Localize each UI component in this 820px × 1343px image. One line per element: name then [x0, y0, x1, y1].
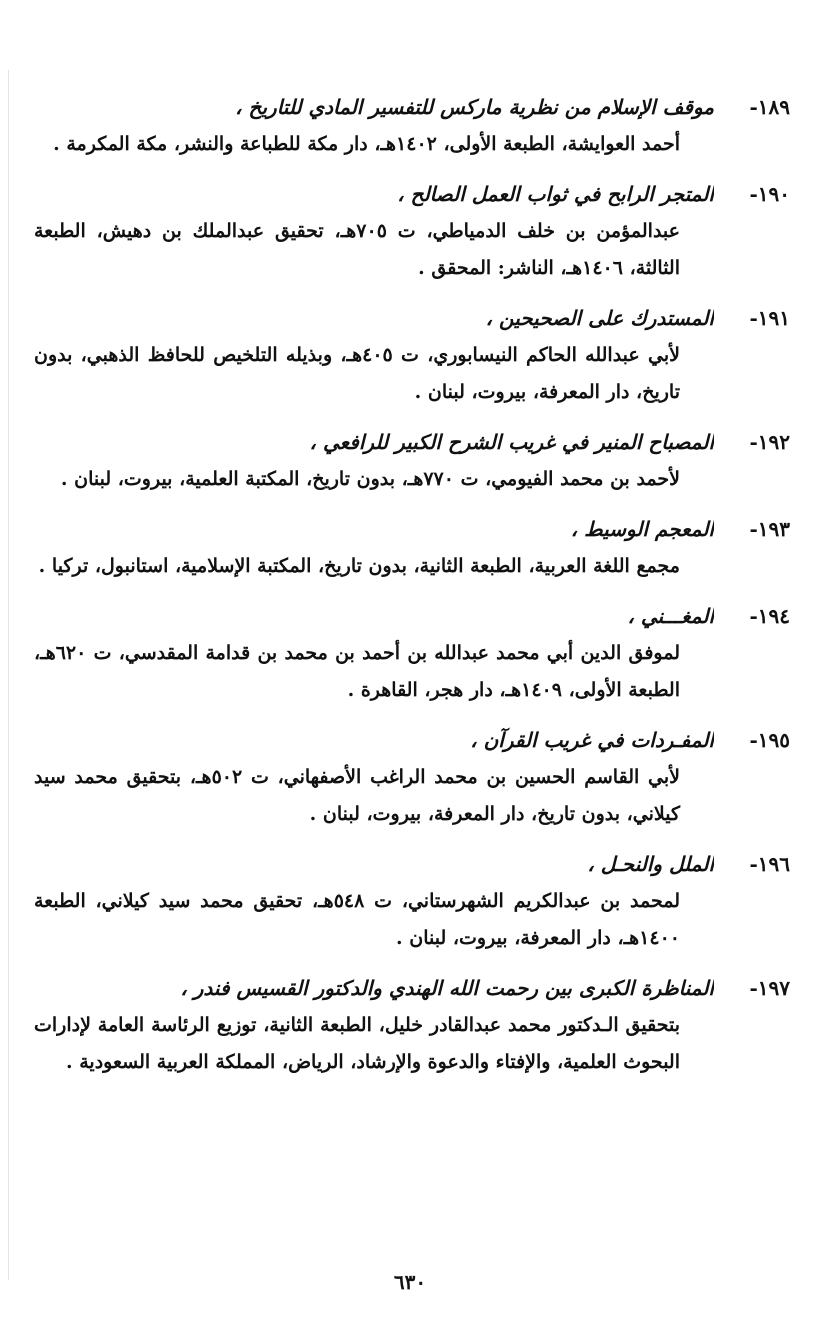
entry-header: [34, 597, 790, 635]
entry-title: المستدرك على الصحيحين ،: [485, 306, 714, 330]
entry-number: ١٨٩-: [749, 95, 790, 119]
entry-header: [34, 175, 790, 213]
entry-header: [34, 510, 790, 548]
entry-details: عبدالمؤمن بن خلف الدمياطي، ت ٧٠٥هـ، تحقيق عبدالملك بن دهيش، الطبعة الثالثة، ١٤٠٦هـ، الناشر: المحقق .: [34, 220, 680, 279]
entry-details: لأحمد بن محمد الفيومي، ت ٧٧٠هـ، بدون تاريخ، المكتبة العلمية، بيروت، لبنان .: [60, 468, 680, 490]
bibliography-entry-190: [34, 175, 790, 287]
entry-title: المغـــني ،: [627, 604, 714, 628]
entry-title: المصباح المنير في غريب الشرح الكبير للرافعي ،: [309, 430, 714, 454]
entry-number: ١٩٧-: [749, 976, 790, 1000]
bibliography-list: [34, 88, 790, 1093]
entry-details: لموفق الدين أبي محمد عبدالله بن أحمد بن محمد بن قدامة المقدسي، ت ٦٢٠هـ، الطبعة الأولى، ١٤٠٩هـ، دار هجر، القاهرة .: [34, 642, 680, 701]
bibliography-entry-194: [34, 597, 790, 709]
entry-number: ١٩٤-: [749, 604, 790, 628]
entry-header: [34, 299, 790, 337]
entry-title: الملل والنحـل ،: [587, 852, 714, 876]
bibliography-entry-193: [34, 510, 790, 585]
entry-number: ١٩٦-: [749, 852, 790, 876]
entry-number: ١٩٣-: [749, 517, 790, 541]
bibliography-entry-189: [34, 88, 790, 163]
bibliography-entry-192: [34, 423, 790, 498]
entry-details: لأبي القاسم الحسين بن محمد الراغب الأصفهاني، ت ٥٠٢هـ، بتحقيق محمد سيد كيلاني، بدون تاريخ، دار المعرفة، بيروت، لبنان .: [34, 766, 680, 825]
entry-title: المناظرة الكبرى بين رحمت الله الهندي والدكتور القسيس فندر ،: [180, 976, 714, 1000]
entry-header: [34, 88, 790, 126]
entry-number: ١٩٢-: [749, 430, 790, 454]
entry-header: [34, 423, 790, 461]
bibliography-entry-197: [34, 969, 790, 1081]
bibliography-entry-191: [34, 299, 790, 411]
entry-number: ١٩٠-: [749, 182, 790, 206]
entry-header: [34, 721, 790, 759]
entry-title: المتجر الرابح في ثواب العمل الصالح ،: [397, 182, 714, 206]
margin-line: [8, 70, 9, 1280]
entry-title: المفـردات في غريب القرآن ،: [470, 728, 714, 752]
entry-details: مجمع اللغة العربية، الطبعة الثانية، بدون تاريخ، المكتبة الإسلامية، استانبول، تركيا .: [38, 555, 680, 577]
bibliography-entry-195: [34, 721, 790, 833]
entry-title: المعجم الوسيط ،: [570, 517, 714, 541]
entry-number: ١٩١-: [749, 306, 790, 330]
bibliography-entry-196: [34, 845, 790, 957]
entry-details: لمحمد بن عبدالكريم الشهرستاني، ت ٥٤٨هـ، تحقيق محمد سيد كيلاني، الطبعة ١٤٠٠هـ، دار المعرفة، بيروت، لبنان .: [34, 890, 680, 949]
page-number: ٦٣٠: [393, 1270, 427, 1294]
entry-header: [34, 845, 790, 883]
entry-header: [34, 969, 790, 1007]
entry-details: بتحقيق الـدكتور محمد عبدالقادر خليل، الطبعة الثانية، توزيع الرئاسة العامة لإدارات البحوث العلمية، والإفتاء والدعوة والإرشاد، الرياض، المملكة العربية السعودية .: [34, 1014, 680, 1073]
entry-number: ١٩٥-: [749, 728, 790, 752]
entry-details: لأبي عبدالله الحاكم النيسابوري، ت ٤٠٥هـ، وبذيله التلخيص للحافظ الذهبي، بدون تاريخ، دار المعرفة، بيروت، لبنان .: [34, 344, 680, 403]
entry-title: موقف الإسلام من نظرية ماركس للتفسير المادي للتاريخ ،: [235, 95, 714, 119]
entry-details: أحمد العوايشة، الطبعة الأولى، ١٤٠٢هـ، دار مكة للطباعة والنشر، مكة المكرمة .: [53, 133, 680, 155]
